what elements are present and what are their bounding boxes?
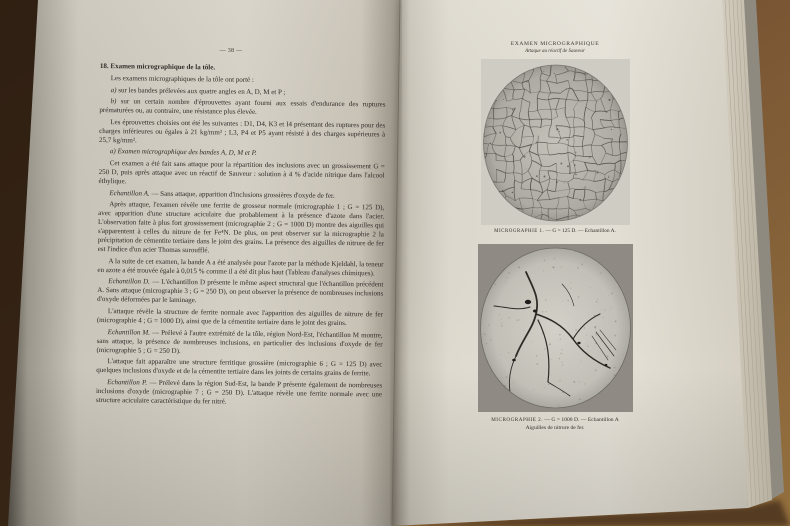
left-page-text — [96, 62, 386, 411]
item-text: sur les bandes prélevées aux quatre angles en A, D, M et P ; — [118, 85, 286, 96]
sample-lead: Echantillon D. — [108, 277, 150, 286]
subsection-title: a) Examen micrographique des bandes A, D, M et P. — [109, 147, 257, 158]
paragraph-item-b — [99, 97, 385, 118]
paragraph-sample-a-nitrogen: A la suite de cet examen, la bande A a été analysée pour l'azote par la méthode Kjeldahl, la teneur en azote a été trouvée égale à 0,015 % comme il a été dit plus haut (Tableau d'analyses chimiques). — [97, 256, 384, 278]
sample-text: — L'échantillon D présente le même aspect structural que l'échantillon précédent A. Sans attaque (micrographie 3 ; G = 250 D), on peut observer la présence de nombreuses inclusions d'oxyde déformées par le laminage. — [97, 277, 384, 305]
micrograph-2-caption — [470, 416, 640, 432]
micrograph-field — [481, 248, 631, 408]
caption-detail: — G = 1000 D. — Echantillon A — [544, 417, 619, 423]
paragraph-sample-p — [96, 378, 382, 408]
header-title: EXAMEN MICROGRAPHIQUE — [510, 41, 600, 47]
paragraph-intro: Les examens micrographiques de la tôle ont porté : — [110, 74, 254, 84]
paragraph-method: Cet examen a été fait sans attaque pour la répartition des inclusions avec un grossissement G = 250 D, puis après attaque avec un réactif de Sauveur : solution à 4 % d'acide nitrique dans l'alcool éthylique. — [98, 159, 385, 186]
paragraph-item-a — [100, 86, 386, 98]
paragraph-specimens: Les éprouvettes choisies ont été les suivantes : D1, D4, K3 et I4 présentant des ruptures pour des charges inférieures ou égales à 21 kg/mm² ; L3, P4 et P5 ayant résisté à des charges supérieures à 25,7 kg/mm². — [99, 117, 386, 145]
paragraph-sample-a — [98, 189, 384, 201]
paragraph-sample-d-attack: L'attaque révèle la structure de ferrite normale avec l'apparition des aiguilles de nitrure de fer (micrographie 4 ; G = 1000 D), ainsi que de la cémentite tertiaire dans le joint des grains. — [96, 307, 383, 327]
paragraph-sample-m — [96, 328, 382, 358]
header-subtitle: Attaque au réactif de Sauveur — [525, 49, 585, 54]
paragraph-sample-m-attack: L'attaque fait apparaître une structure ferritique grossière (micrographie 6 ; G = 125 D) avec quelques inclusions d'oxyde et de la cémentite tertiaire dans les joints de certains grains de ferrite. — [96, 357, 383, 378]
section-title: 18. Examen micrographique de la tôle. — [99, 62, 216, 72]
sample-text: — Prélevé à l'autre extrémité de la tôle, région Nord-Est, l'échantillon M montre, sans attaque, la présence de nombreuses inclusions, en particulier des inclusions d'oxyde de fer (micrographie 5 ; G = 250 D). — [96, 328, 383, 355]
right-page-header — [495, 41, 615, 55]
item-marker: a) — [110, 85, 117, 94]
caption-label: MICROGRAPHIE 2. — [491, 417, 544, 423]
caption-line-1 — [470, 416, 640, 424]
caption-line-2: Aiguilles de nitrure de fer. — [525, 425, 585, 431]
sample-text: — Prélevé dans la région Sud-Est, la bande P présente également de nombreuses inclusions d'oxyde (micrographie 7 ; G = 250 D). L'attaque révèle une ferrite normale avec une structure aciculaire caractéristique du fer nitré. — [95, 378, 383, 406]
micrograph-1-image — [481, 59, 630, 225]
paragraph-sample-d — [97, 277, 383, 307]
item-marker: b) — [110, 97, 117, 106]
caption-label: MICROGRAPHIE 1. — [494, 229, 545, 234]
sample-text: — Sans attaque, apparition d'inclusions grossières d'oxyde de fer. — [151, 189, 335, 200]
sample-lead: Echantillon A. — [109, 188, 150, 198]
micrograph-1-caption — [470, 228, 640, 235]
page-number: — 38 — — [219, 48, 243, 54]
paragraph-sample-a-attack: Après attaque, l'examen révèle une ferrite de grosseur normale (micrographie 1 ; G = 125 D), avec apparition d'une structure aciculaire due probablement à la présence d'azote dans l'acier. L'observation faite à plus fort grossissement (micrographie 2 ; G = 1000 D) montre des aiguilles qui s'apparentent à celles du nitrure de fer Fe⁴N. De plus, on peut observer sur la micrographie 2 la précipitation de cémentite tertiaire dans le joint des grains. La présence des aiguilles de nitrure de fer est l'indice d'un acier Thomas suroufflé. — [97, 200, 385, 255]
micrograph-2-image — [478, 244, 633, 412]
caption-detail: — G = 125 D. — Echantillon A. — [545, 228, 616, 234]
sample-lead: Echantillon M. — [107, 327, 151, 337]
sample-lead: Echantillon P. — [107, 377, 148, 387]
item-text: sur un certain nombre d'éprouvettes ayant fourni aux essais d'endurance des ruptures prématurées ou, au contraire, une résistance plus élevée. — [99, 97, 386, 117]
